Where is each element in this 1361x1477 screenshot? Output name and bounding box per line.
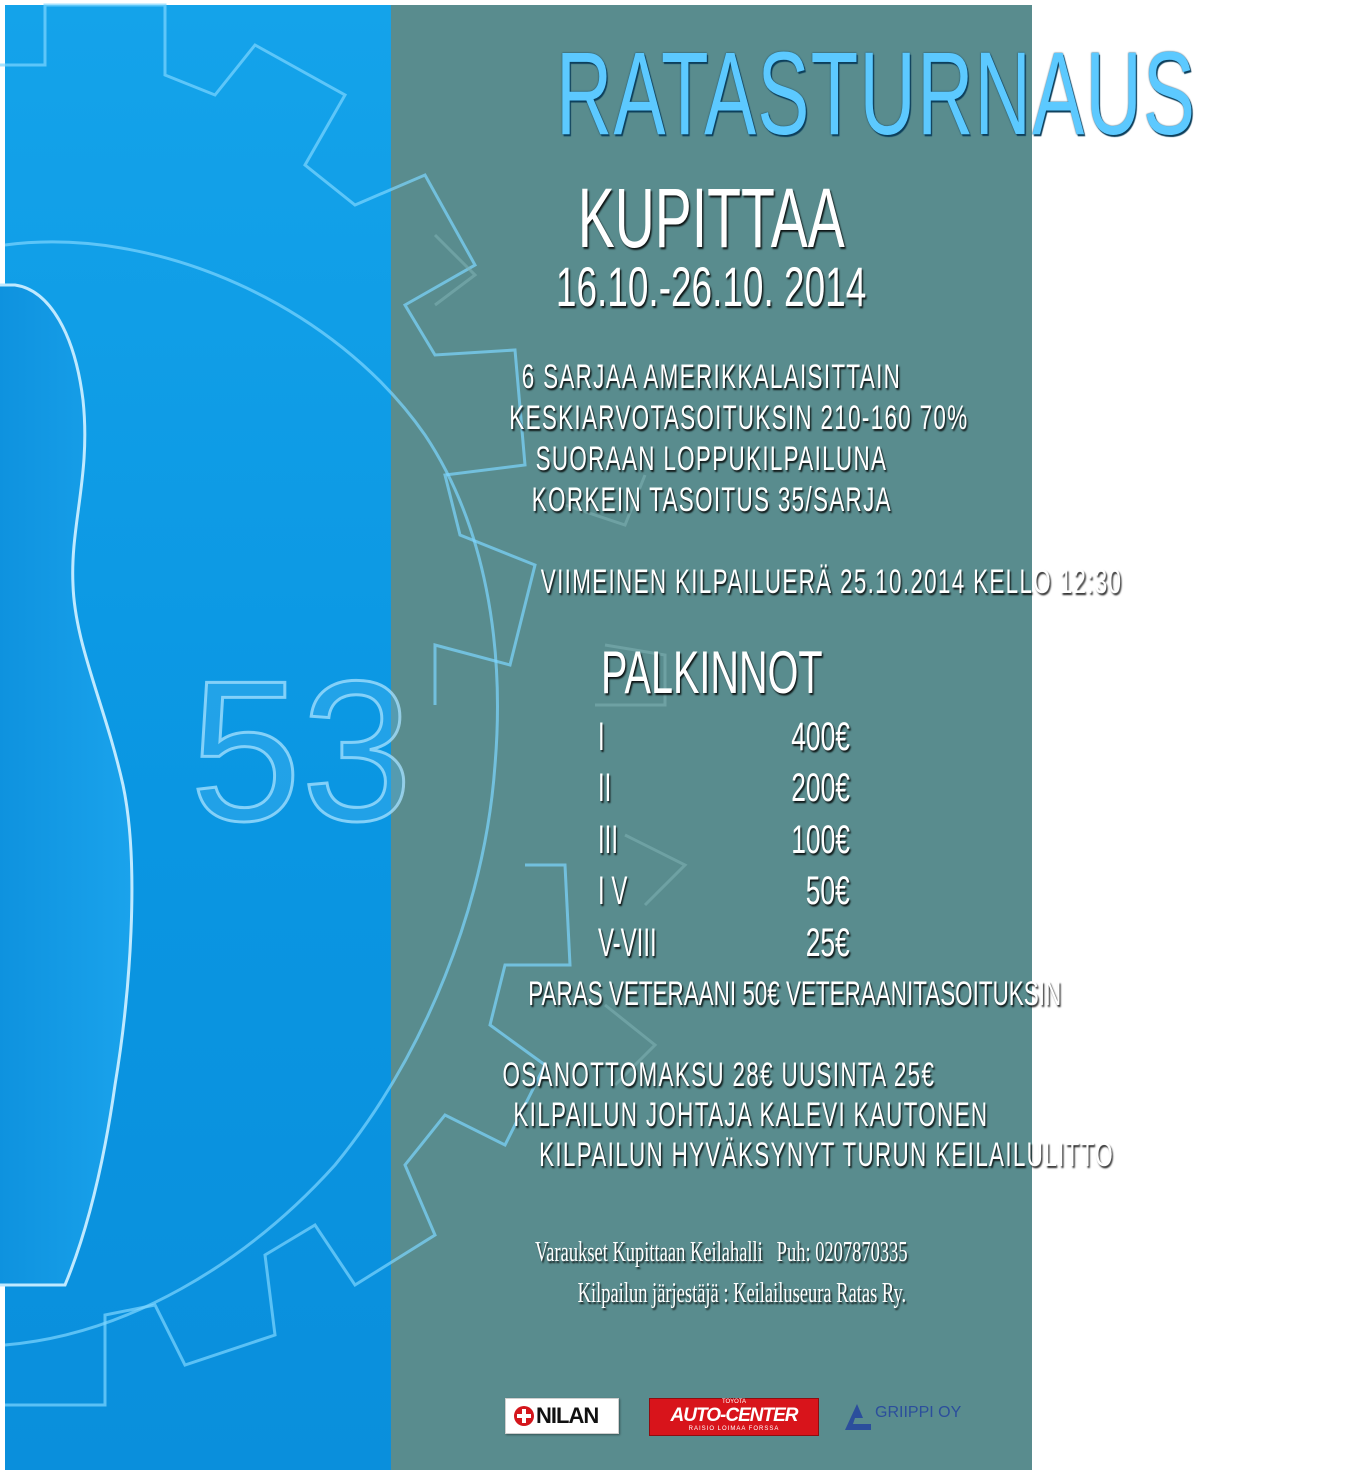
autocenter-brand: TOYOTA [721,1399,747,1405]
info-line: OSANOTTOMAKSU 28€ UUSINTA 25€ [502,1056,936,1094]
prize-amount: 25€ [805,921,850,965]
griippi-wordmark: GRIIPPI OY [875,1404,962,1421]
griippi-triangle-icon [843,1400,873,1432]
prize-amount: 400€ [791,715,850,759]
prize-rank: I [598,715,605,759]
autocenter-cities: RAISIO LOIMAA FORSSA [688,1426,780,1432]
autocenter-logo [649,1398,819,1436]
prize-amount: 50€ [805,869,850,913]
event-dates: 16.10.-26.10. 2014 [556,255,867,318]
rule-line: SUORAAN LOPPUKILPAILUNA [535,440,888,478]
location-heading: KUPITTAA [578,171,845,265]
prize-rank: III [598,818,619,862]
info-line: KILPAILUN HYVÄKSYNYT TURUN KEILAILULITTO [539,1136,1114,1174]
last-heat-line: VIIMEINEN KILPAILUERÄ 25.10.2014 KELLO 12:30 [540,563,1123,601]
nilan-cross-icon [514,1406,534,1426]
prize-rank: I V [598,869,628,913]
prize-rank: V-VIII [598,921,657,965]
rule-line: KESKIARVOTASOITUKSIN 210-160 70% [509,399,969,437]
prize-rank: II [598,766,612,810]
griippi-logo [843,1400,973,1434]
prize-amount: 100€ [791,818,850,862]
rule-line: 6 SARJAA AMERIKKALAISITTAIN [521,358,902,396]
poster-title: RATASTURNAUS [555,28,1197,160]
veteran-prize-line: PARAS VETERAANI 50€ VETERAANITASOITUKSIN [528,975,1062,1013]
bowling-pin-icon [0,285,132,1285]
autocenter-wordmark: AUTO-CENTER [670,1405,798,1426]
rule-line: KORKEIN TASOITUS 35/SARJA [531,481,892,519]
prize-amount: 200€ [791,766,850,810]
nilan-wordmark: NILAN [536,1403,599,1428]
organizer-line: Kilpailun järjestäjä : Keilailuseura Ratas Ry. [577,1278,906,1309]
emblem-number: 53 [190,640,413,863]
info-line: KILPAILUN JOHTAJA KALEVI KAUTONEN [513,1096,989,1134]
nilan-logo [505,1398,619,1434]
prizes-heading: PALKINNOT [600,639,823,706]
reservations-line: Varaukset Kupittaan Keilahalli Puh: 0207870335 [535,1237,908,1268]
sponsor-logos [505,1398,975,1438]
